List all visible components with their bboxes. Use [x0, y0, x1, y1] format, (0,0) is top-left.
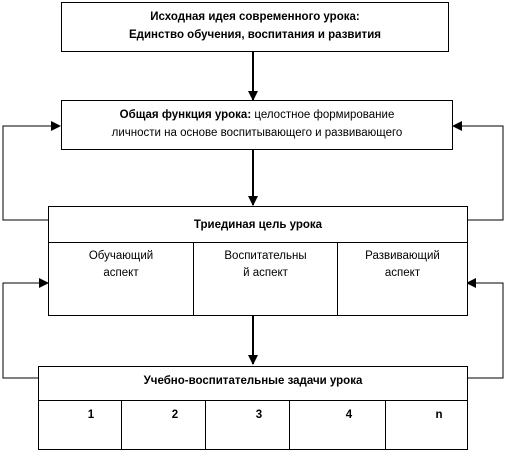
aspect-learning [49, 248, 193, 282]
tasks-box [38, 366, 468, 450]
general-function-text-1: целостное формирование [251, 109, 395, 121]
initial-idea-heading: Исходная идея современного урока: [150, 11, 360, 23]
task-item-3: 3 [255, 409, 263, 421]
task-item-n: n [435, 409, 443, 421]
right-loop-tasks-to-goal [467, 283, 503, 378]
tasks-divider [39, 400, 467, 401]
tasks-title: Учебно-воспитательные задачи урока [143, 375, 363, 387]
aspect-educational-line2: й аспект [243, 267, 288, 279]
general-function-line2: личности на основе воспитывающего и развивающего [111, 127, 403, 139]
aspect-learning-line2: аспект [103, 267, 139, 279]
task-item-4: 4 [345, 409, 353, 421]
triune-goal-box [48, 206, 468, 316]
general-function-heading: Общая функция урока: [119, 109, 252, 121]
aspect-learning-line1: Обучающий [88, 250, 154, 262]
task-separator-2 [205, 400, 206, 449]
task-separator-1 [121, 400, 122, 449]
initial-idea-box [61, 2, 449, 52]
task-separator-3 [289, 400, 290, 449]
aspect-educational-line1: Воспитательны [224, 250, 307, 262]
triune-goal-title: Триединая цель урока [193, 219, 323, 231]
task-separator-4 [385, 400, 386, 449]
general-function-box [61, 100, 453, 150]
triune-goal-divider [49, 242, 467, 243]
general-function-line1 [62, 107, 452, 124]
aspect-developing-line1: Развивающий [365, 250, 440, 262]
task-item-1: 1 [87, 409, 95, 421]
aspect-developing [338, 248, 467, 282]
initial-idea-text: Единство обучения, воспитания и развития [129, 29, 381, 41]
aspect-developing-line2: аспект [384, 267, 421, 279]
task-item-2: 2 [171, 409, 179, 421]
aspect-educational [194, 248, 337, 282]
left-loop-tasks-to-goal [3, 283, 48, 378]
